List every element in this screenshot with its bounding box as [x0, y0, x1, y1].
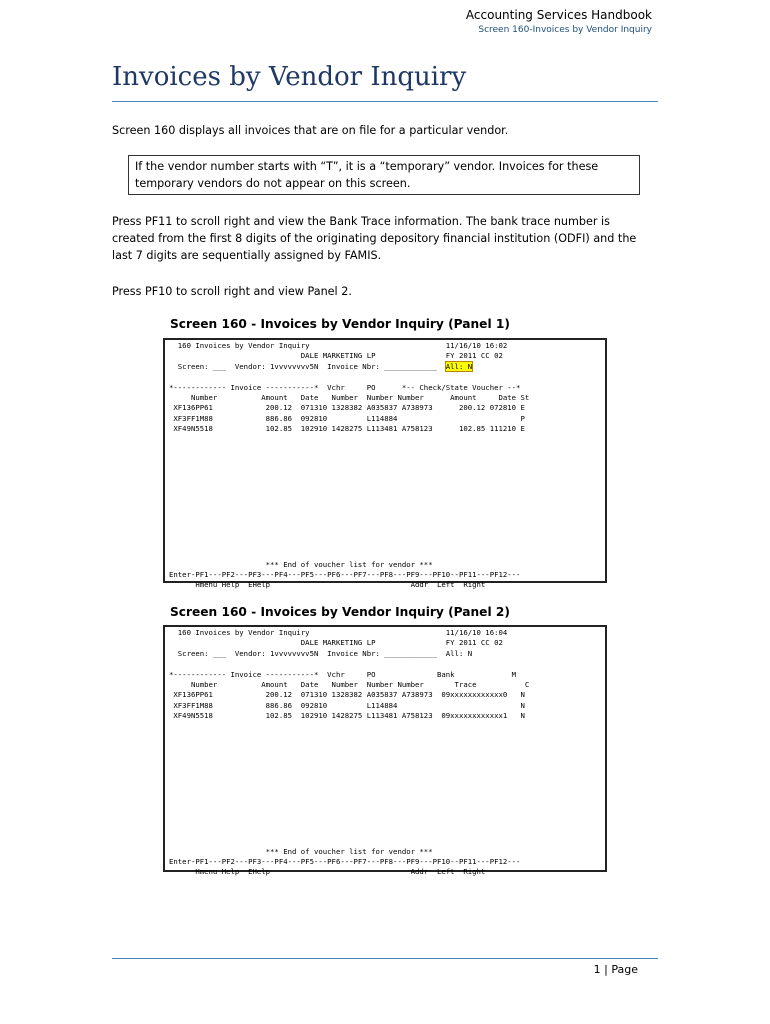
pf10-paragraph: Press PF10 to scroll right and view Panel 2.	[112, 285, 352, 298]
all-field-highlight: All: N	[445, 361, 473, 371]
panel2-caption: Screen 160 - Invoices by Vendor Inquiry (Panel 2)	[170, 605, 510, 619]
panel1-text	[165, 340, 605, 591]
intro-paragraph: Screen 160 displays all invoices that are on file for a particular vendor.	[112, 124, 509, 137]
panel1-header-lines: 160 Invoices by Vendor Inquiry 11/16/10 16:02 DALE MARKETING LP FY 2011 CC 02 Screen: ___ Vendor: 1vvvvvvvv5N Invoice Nbr: ____________	[177, 341, 508, 371]
page-title: Invoices by Vendor Inquiry	[112, 62, 467, 92]
page-number: 1 | Page	[593, 963, 638, 976]
note-box: If the vendor number starts with “T”, it is a “temporary” vendor. Invoices for these temporary vendors do not appear on this screen.	[128, 155, 640, 195]
footer-rule	[112, 958, 658, 959]
panel1-body-lines: *------------ Invoice -----------* Vchr PO *-- Check/State Voucher --* Number Amount Date Number Number Number Amount Date St XF136PP61 200.12 071310 1328382 A035837 A738973 200.12 072810 E XF3FF1M88 886.86 092810 L114884 P XF49N5518 102.85 102910 1428275 L113481 A758123 102.85 111210 E *** End of voucher list for vendor *** Enter-PF1---PF2---PF3---PF4---PF5---PF6---PF7---PF8---PF9---PF10--PF11---PF12--- Hmenu Help EHelp Addr Left Right	[169, 382, 530, 590]
handbook-title: Accounting Services Handbook	[465, 8, 652, 22]
title-rule	[112, 101, 658, 102]
panel1-caption: Screen 160 - Invoices by Vendor Inquiry (Panel 1)	[170, 317, 510, 331]
panel1-screen	[163, 338, 607, 590]
pf11-paragraph: Press PF11 to scroll right and view the Bank Trace information. The bank trace number is created from the first 8 digits of the originating depository financial institution (ODFI) and the last 7 digits are sequentially assigned by FAMIS.	[112, 215, 637, 262]
panel2-text: 160 Invoices by Vendor Inquiry 11/16/10 16:04 DALE MARKETING LP FY 2011 CC 02 Screen: ___ Vendor: 1vvvvvvvv5N Invoice Nbr: ____________ All: N *------------ Invoice -----------* Vchr PO Bank M Number Amount Date Number Number Number Trace C XF136PP61 200.12 071310 1328382 A035837 A738973 09xxxxxxxxxxxx0 N XF3FF1M88 886.86 092810 L114884 N XF49N5518 102.85 102910 1428275 L113481 A758123 09xxxxxxxxxxxx1 N *** End of voucher list for vendor *** Enter-PF1---PF2---PF3---PF4---PF5---PF6---PF7---PF8---PF9---PF10--PF11---PF12--- Hmenu Help EHelp Addr Left Right	[169, 628, 530, 877]
panel2-screen	[163, 625, 607, 877]
handbook-section: Screen 160-Invoices by Vendor Inquiry	[478, 25, 652, 35]
